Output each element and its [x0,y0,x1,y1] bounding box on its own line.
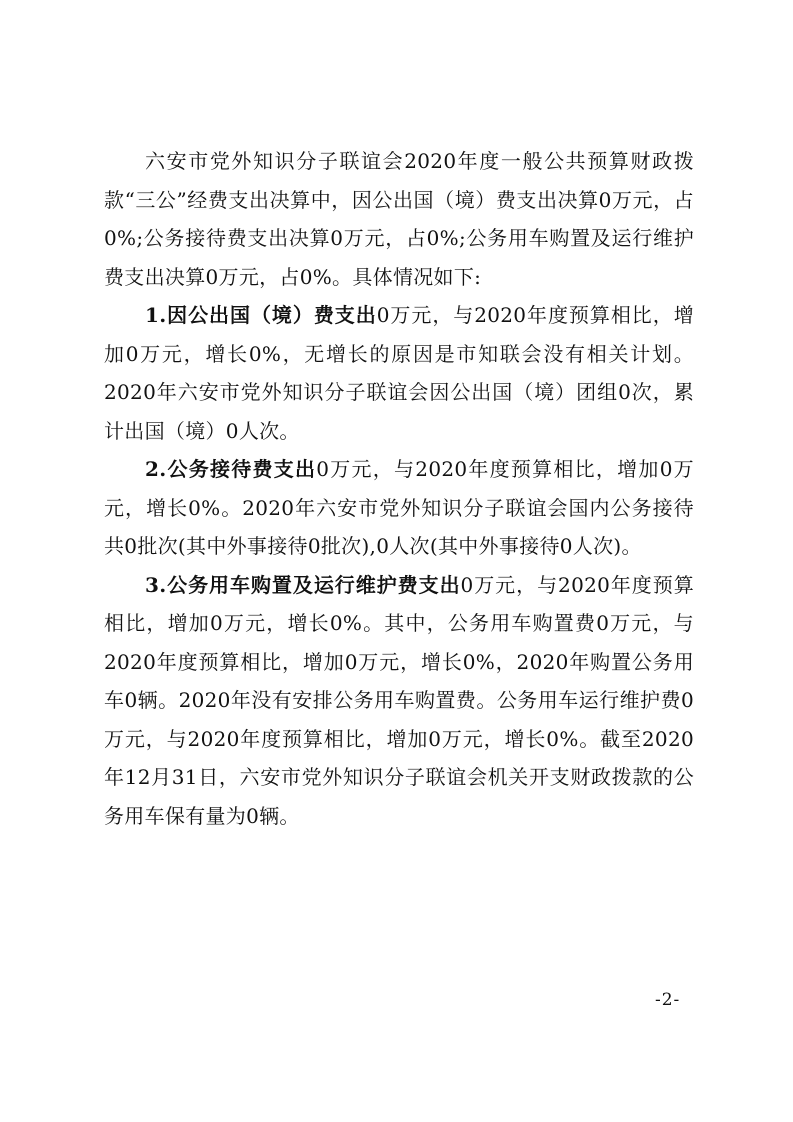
paragraph-text: 0万元，与2020年度预算相比，增加0万元，增长0%，无增长的原因是市知联会没有相关计划。2020年六安市党外知识分子联谊会因公出国（境）团组0次，累计出国（境）0人次。 [104,303,694,443]
intro-paragraph [104,142,694,296]
reception-paragraph [104,450,694,566]
paragraph-text: 0万元，与2020年度预算相比，增加0万元，增长0%。2020年六安市党外知识分子联谊会国内公务接待共0批次(其中外事接待0批次),0人次(其中外事接待0人次)。 [104,457,694,558]
page-number: -2- [655,990,681,1010]
document-body [104,142,694,835]
vehicle-paragraph [104,566,694,836]
paragraph-text: 六安市党外知识分子联谊会2020年度一般公共预算财政拨款“三公”经费支出决算中，因公出国（境）费支出决算0万元，占0%;公务接待费支出决算0万元，占0%;公务用车购置及运行维护费支出决算0万元，占0%。具体情况如下: [104,149,694,289]
paragraph-heading: 1.因公出国（境）费支出 [145,303,377,327]
paragraph-text: 0万元，与2020年度预算相比，增加0万元，增长0%。其中，公务用车购置费0万元，与2020年度预算相比，增加0万元，增长0%，2020年购置公务用车0辆。2020年没有安排公务用车购置费。公务用车运行维护费0万元，与2020年度预算相比，增加0万元，增长0%。截至2020年12月31日，六安市党外知识分子联谊会机关开支财政拨款的公务用车保有量为0辆。 [104,572,694,828]
overseas-travel-paragraph [104,296,694,450]
paragraph-heading: 3.公务用车购置及运行维护费支出 [145,572,461,597]
paragraph-heading: 2.公务接待费支出 [145,457,317,481]
